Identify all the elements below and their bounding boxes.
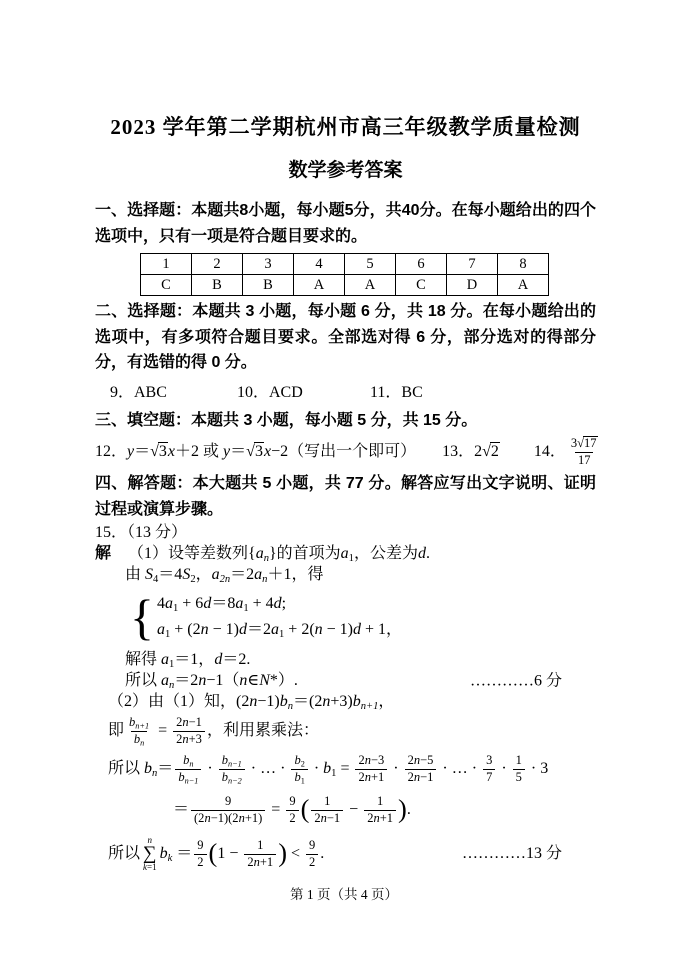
- answer-9: 9．ABC: [110, 383, 167, 401]
- answer-10: 10．ACD: [237, 383, 303, 401]
- question-number-cell: 5: [345, 254, 396, 275]
- answer-table: [140, 253, 549, 296]
- answer-11: 11．BC: [370, 383, 423, 401]
- answers-subtitle: 数学参考答案: [288, 160, 403, 181]
- fill-blank-answers-line: 12．y＝√3x＋2 或 y＝√3x−2（写出一个即可） 13．2√2 14． $\frac{3√17}{17}$: [95, 436, 597, 467]
- answer-cell: C: [396, 275, 447, 296]
- solution-line-4: 解得 $a_1=1$，d＝2.: [125, 651, 251, 671]
- solution-line-1: [95, 543, 596, 564]
- question-number-row: [141, 254, 549, 275]
- question-number-cell: 3: [243, 254, 294, 275]
- system-brace: {: [130, 589, 154, 645]
- question-number-cell: 8: [498, 254, 549, 275]
- solution-line-1-text: （1）设等差数列$\{a_n\}$的首项为$a_1$，公差为d.: [128, 545, 430, 565]
- multi-choice-answers: [95, 382, 596, 403]
- section4-heading: 四、解答题：本大题共 5 小题，共 77 分。解答应写出文字说明、证明过程或演算步骤。: [95, 475, 596, 518]
- system-equation-2: $a_1 + (2n - 1)d=2a_1 + 2(n - 1)d + 1$，: [157, 621, 403, 641]
- solution-line-6: （2）由（1）知，$(2n-1)b_n=(2n+3)b_{n+1}$，: [108, 693, 395, 713]
- answer-cell: C: [141, 275, 192, 296]
- question-number-cell: 4: [294, 254, 345, 275]
- answer-cell: A: [294, 275, 345, 296]
- system-rows: [157, 591, 402, 643]
- section3-heading: 三、填空题：本题共 3 小题，每小题 5 分，共 15 分。: [95, 411, 478, 429]
- solution-line-5-text: 所以 $a_n=2n-1(n\in N*)$.: [125, 672, 298, 692]
- equation-system: [130, 591, 596, 643]
- score-marker-6: …………6 分: [469, 672, 562, 689]
- section2-heading: 二、选择题：本题共 3 小题，每小题 6 分，共 18 分。在每小题给出的选项中，有多项符合题目要求。全部选对得 6 分，部分选对的得部分分，有选错的得 0 分。: [95, 303, 596, 371]
- solution-line-9: ＝ $\frac{9}{(2n-1)(2n+1)}$ = $\frac{9}{2}$ ( $\frac{1}{2n-1}$ − $\frac{1}{2n+1}$ ).: [173, 793, 411, 825]
- answer-cell: B: [192, 275, 243, 296]
- answer-cell: B: [243, 275, 294, 296]
- solution-line-5: [95, 670, 596, 691]
- question-number-cell: 7: [447, 254, 498, 275]
- section1-heading: 一、选择题：本题共8小题，每小题5分，共40分。在每小题给出的四个选项中，只有一项是符合题目要求的。: [95, 202, 596, 245]
- system-equation-1: $4a_1 + 6d=8a_1 + 4d$;: [157, 595, 287, 615]
- question-number-cell: 1: [141, 254, 192, 275]
- solution-line-10-text: 所以 n ∑ k=1 $b_k$ ＝ $\frac{9}{2}$ (1 − $\frac{1}{2n+1}$ ) < $\frac{9}{2}$ .: [108, 835, 325, 873]
- score-marker-13: …………13 分: [461, 845, 562, 862]
- solution-line-7: 即 $\frac{b_{n+1}}{b_n}$ = $\frac{2n-1}{2n+3}$ ，利用累乘法：: [108, 715, 319, 748]
- answer-cell: D: [447, 275, 498, 296]
- question-number-cell: 6: [396, 254, 447, 275]
- solution-line-8: 所以 $b_n=$ $\frac{b_n}{b_{n-1}}$ · $\frac{b_{n-1}}{b_{n-2}}$ · … · $\frac{b_2}{b_1}$ · $b_1$ = $\frac{2n-3}{2n+1}$ · $\frac{2n-5}{2n-1}$ · … · $\frac{3}{7}$ · $\frac{1}{5}$ · 3: [108, 753, 549, 786]
- answer-cell: A: [498, 275, 549, 296]
- answer-row: [141, 275, 549, 296]
- question-number-cell: 2: [192, 254, 243, 275]
- problem-15-number: 15．（13 分）: [95, 524, 188, 541]
- answer-cell: A: [345, 275, 396, 296]
- exam-title: 2023 学年第二学期杭州市高三年级教学质量检测: [110, 115, 581, 139]
- solution-line-10: [95, 832, 596, 876]
- solution-line-2: 由 $S_4=4S_2$，$a_{2n}=2a_n+1$，得: [125, 566, 324, 586]
- page-footer: 第 1 页（共 4 页）: [290, 887, 398, 902]
- solution-label: 解: [95, 545, 112, 562]
